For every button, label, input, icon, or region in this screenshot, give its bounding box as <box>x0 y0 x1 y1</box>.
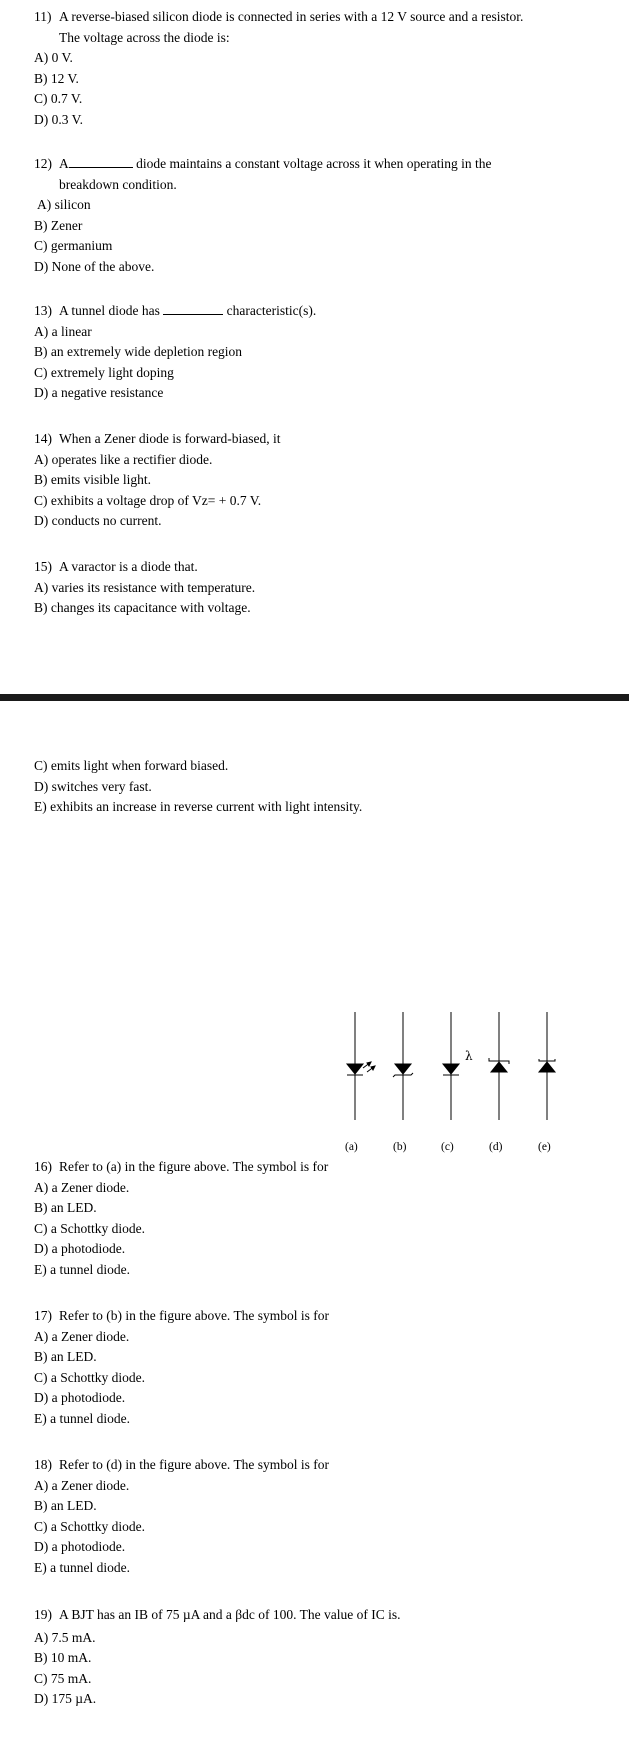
option-c: C) 75 mA. <box>34 1670 92 1686</box>
option-d: D) 0.3 V. <box>34 111 84 127</box>
option-a: A) operates like a rectifier diode. <box>34 451 213 467</box>
option-b: B) 10 mA. <box>34 1650 92 1665</box>
figure-label-c: (c) <box>441 1141 454 1153</box>
option-a: A) a linear <box>34 323 92 339</box>
question-stem-line2: breakdown condition. <box>59 176 177 192</box>
figure-label-b: (b) <box>393 1141 407 1153</box>
question-12 <box>34 154 614 277</box>
question-14 <box>34 429 614 532</box>
option-b: B) an LED. <box>34 1349 97 1364</box>
question-number: 19) <box>34 1607 52 1622</box>
option-c: C) 0.7 V. <box>34 91 83 106</box>
option-d: D) None of the above. <box>34 258 155 274</box>
option-e: E) a tunnel diode. <box>34 1261 130 1277</box>
question-stem-pre: A tunnel diode has <box>59 303 160 318</box>
diode-symbol-b <box>393 1012 413 1120</box>
question-stem-line2: The voltage across the diode is: <box>59 29 230 45</box>
question-15 <box>34 557 614 619</box>
question-stem-post: characteristic(s). <box>226 303 317 318</box>
question-number: 13) <box>34 303 52 318</box>
option-b: B) an LED. <box>34 1498 97 1513</box>
question-number: 17) <box>34 1308 52 1323</box>
page-separator <box>0 694 629 701</box>
option-a: A) a Zener diode. <box>34 1179 130 1195</box>
option-a: A) a Zener diode. <box>34 1477 130 1493</box>
question-17 <box>34 1306 614 1429</box>
option-e: E) a tunnel diode. <box>34 1410 130 1426</box>
question-number: 12) <box>34 156 52 171</box>
figure-label-d: (d) <box>489 1141 503 1153</box>
lambda-symbol: λ <box>465 1049 473 1063</box>
option-a: A) a Zener diode. <box>34 1328 130 1344</box>
question-16 <box>34 1157 614 1280</box>
option-b: B) an extremely wide depletion region <box>34 344 243 359</box>
question-stem-pre: A <box>59 156 69 171</box>
option-e: E) a tunnel diode. <box>34 1559 130 1575</box>
option-c: C) a Schottky diode. <box>34 1369 145 1385</box>
diode-symbol-d <box>489 1012 509 1120</box>
question-number: 11) <box>34 9 52 24</box>
option-d: D) a photodiode. <box>34 1539 126 1554</box>
question-stem: A varactor is a diode that. <box>59 559 198 574</box>
option-d: D) a photodiode. <box>34 1241 126 1256</box>
question-11 <box>34 7 614 130</box>
option-e: E) exhibits an increase in reverse current with light intensity. <box>34 799 363 814</box>
figure-label-e: (e) <box>538 1141 551 1153</box>
option-b: B) an LED. <box>34 1200 97 1215</box>
option-b: B) 12 V. <box>34 70 79 86</box>
question-19 <box>34 1605 614 1710</box>
option-d: D) switches very fast. <box>34 778 152 794</box>
option-c: C) exhibits a voltage drop of Vz= + 0.7 V. <box>34 492 262 508</box>
question-number: 16) <box>34 1159 52 1174</box>
question-stem: Refer to (d) in the figure above. The symbol is for <box>59 1457 330 1472</box>
option-c: C) extremely light doping <box>34 364 174 380</box>
question-stem-post: diode maintains a constant voltage across it when operating in the <box>136 156 492 171</box>
question-15-continued <box>34 756 614 818</box>
diode-symbol-c <box>443 1012 473 1120</box>
option-a: A) 7.5 mA. <box>34 1629 96 1645</box>
diode-symbol-a <box>347 1012 375 1120</box>
option-b: B) emits visible light. <box>34 472 151 487</box>
answer-blank <box>163 302 223 315</box>
figure-label-a: (a) <box>345 1141 358 1153</box>
option-d: D) conducts no current. <box>34 513 162 528</box>
option-a: A) silicon <box>37 197 91 212</box>
option-d: D) 175 µA. <box>34 1691 97 1706</box>
question-stem: Refer to (a) in the figure above. The symbol is for <box>59 1159 329 1174</box>
question-13 <box>34 301 614 404</box>
question-stem: A BJT has an IB of 75 µA and a βdc of 100. The value of IC is. <box>59 1607 401 1622</box>
question-stem: When a Zener diode is forward-biased, it <box>59 431 281 446</box>
diode-symbols-figure <box>333 1008 565 1156</box>
question-number: 18) <box>34 1457 52 1472</box>
option-d: D) a negative resistance <box>34 385 164 400</box>
diode-symbol-e <box>539 1012 555 1120</box>
option-c: C) a Schottky diode. <box>34 1220 145 1236</box>
question-number: 14) <box>34 431 52 446</box>
question-number: 15) <box>34 559 52 574</box>
option-c: C) a Schottky diode. <box>34 1518 145 1534</box>
question-18 <box>34 1455 614 1578</box>
option-a: A) 0 V. <box>34 50 73 65</box>
option-c: C) emits light when forward biased. <box>34 758 229 773</box>
option-b: B) Zener <box>34 217 83 233</box>
question-stem: A reverse-biased silicon diode is connected in series with a 12 V source and a resistor. <box>59 9 524 24</box>
option-b: B) changes its capacitance with voltage. <box>34 600 251 615</box>
question-stem: Refer to (b) in the figure above. The symbol is for <box>59 1308 330 1323</box>
answer-blank <box>69 155 133 168</box>
option-c: C) germanium <box>34 238 113 253</box>
option-a: A) varies its resistance with temperature. <box>34 579 256 595</box>
option-d: D) a photodiode. <box>34 1390 126 1405</box>
